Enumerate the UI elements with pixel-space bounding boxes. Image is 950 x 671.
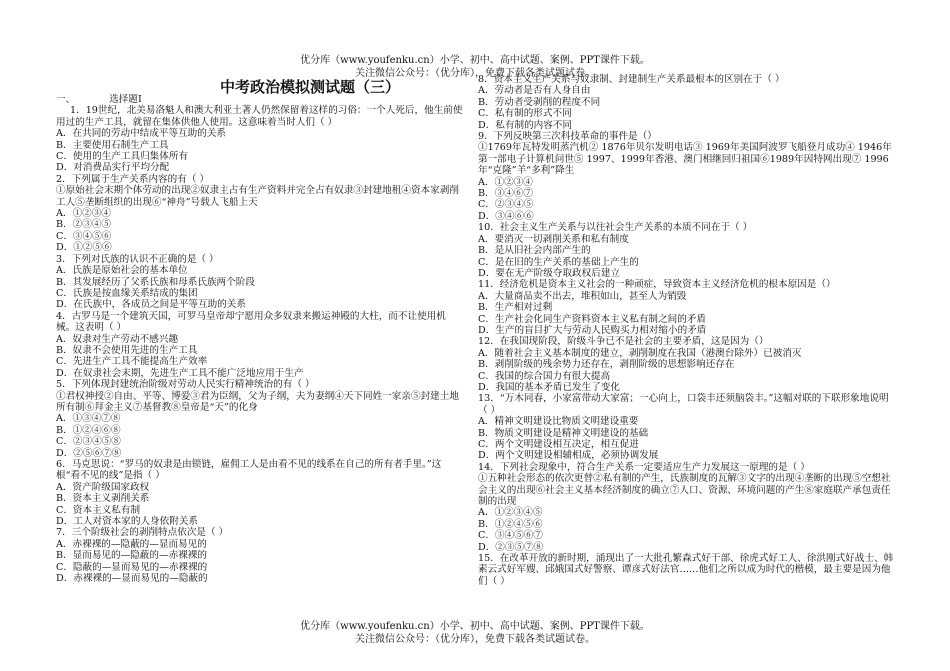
question-stem: 10．社会主义生产关系与以往社会生产关系的本质不同在于（ ） [478,222,753,234]
answer-option: D．工人对资本家的人身依附关系 [56,516,199,528]
answer-option: B．是从旧社会内部产生的 [478,245,591,257]
header-line-1: 优分库（www.youfenku.cn）小学、初中、高中试题、案例、PPT课件下载。 [300,55,650,66]
answer-option: D．赤裸裸的—显而易见的—隐蔽的 [56,573,208,585]
section-name: 选择题Ⅰ [109,94,142,105]
answer-option: B．②③④⑤ [56,219,112,231]
question-stem: 4．古罗马是一个建筑天国，可罗马皇帝却宁愿用众多奴隶来搬运神殿的大柱，而不让使用机械。这表明（ ） [56,310,446,334]
answer-option: A．精神文明建设比物质文明建设重要 [478,416,639,428]
answer-option: A．氏族是原始社会的基本单位 [56,265,188,277]
question-stem: 12．在我国现阶段，阶级斗争已不是社会的主要矛盾，这是因为（） [478,336,769,348]
answer-option: A．①③④⑦⑧ [56,413,121,425]
answer-option: A．在共同的劳动中结成平等互助的关系 [56,128,227,140]
answer-option: B．物质文明建设是精神文明建设的基础 [478,427,649,439]
right-column [478,74,898,587]
footer-line-1: 优分库（www.youfenku.cn）小学、初中、高中试题、案例、PPT课件下载。 [300,621,650,632]
answer-option: C．资本主义私有制 [56,504,141,516]
answer-option: A．资产阶级国家政权 [56,481,150,493]
answer-option: C．隐蔽的—显而易见的—赤裸裸的 [56,561,208,573]
answer-option: B．奴隶不会使用先进的生产工具 [56,344,198,356]
question-text: ①原始社会末期个体劳动的出现②奴隶主占有生产资料并完全占有奴隶③封建地租④资本家剥削工人⑤垄断组织的出现⑥“神舟”号载人飞船上天 [56,185,459,208]
answer-option: A．①②③④ [478,176,533,188]
answer-option: D．要在无产阶级夺取政权后建立 [478,267,621,279]
answer-option: D．私有制的内容不同 [478,119,573,131]
answer-option: C．②③④⑤⑧ [56,436,121,448]
question-text: ①1769年瓦特发明蒸汽机② 1876年贝尔发明电话③ 1969年美国阿波罗飞船登月成功④ 1946年第一部电子计算机问世⑤ 1997、1999年香港、澳门相继回归祖国⑥1989年因特网出现⑦ 1996年“克隆”羊“多利”降生 [478,142,892,177]
question-stem: 6．马克思说：“罗马的奴隶是由锁链，雇佣工人是由看不见的线系在自己的所有者手里。”这根“看不见的线”是指（ ） [56,459,442,482]
answer-option: B．③④⑥⑦ [478,188,534,200]
answer-option: D．两个文明建设相辅相成，必须协调发展 [478,450,659,462]
section-number: 一、 [56,94,76,105]
answer-option: D．我国的基本矛盾已发生了变化 [478,381,621,393]
answer-option: C．是在旧的生产关系的基础上产生的 [478,256,639,268]
answer-option: B．劳动者受剥削的程度不同 [478,96,601,108]
answer-option: C．③④⑤⑥ [56,230,112,242]
question-stem: 14．下列社会现象中，符合生产关系一定要适应生产力发展这一原理的是（ ） [478,461,810,473]
answer-option: B．生产相对过剩 [478,302,553,314]
question-stem: 3．下列对氏族的认识不正确的是（ ） [56,253,219,265]
answer-option: A．随着社会主义基本制度的建立，剥削制度在我国（港澳台除外）已被消灭 [478,347,802,359]
answer-option: D．在奴隶社会末期，先进生产工具不能广泛地应用于生产 [56,367,304,379]
answer-option: B．其发展经历了父系氏族和母系氏族两个阶段 [56,276,255,288]
answer-option: A．①②③④ [56,208,111,220]
answer-option: A．要消灭一切剥削关系和私有制度 [478,233,629,245]
header-line-2: 关注微信公众号：（优分库），免费下载各类试题试卷。 [355,68,595,79]
answer-option: C．②③④⑤ [478,199,534,211]
question-stem: 2．下列属于生产关系内容的有（ ） [56,173,210,185]
answer-option: B．主要使用石制生产工具 [56,139,169,151]
answer-option: C．生产社会化同生产资料资本主义私有制之间的矛盾 [478,313,706,325]
question-stem: 1．19世纪，北美易洛魁人和澳大利亚土著人仍然保留着这样的习俗：一个人死后，他生前使用过的生产工具，就留在集体供他人使用。这意味着当时人们（ ） [56,105,463,128]
answer-option: A．大量商品卖不出去，堆积如山，甚至人为销毁 [478,290,687,302]
answer-option: C．我国的综合国力有很大提高 [478,370,611,382]
answer-option: D．在氏族中，各成员之间是平等互助的关系 [56,299,246,311]
answer-option: A．赤裸裸的—隐蔽的—显而易见的 [56,538,207,550]
answer-option: B．剥削阶级的残余势力还存在，剥削阶级的思想影响还存在 [478,359,735,371]
answer-option: C．③④⑤⑥⑦ [478,530,543,542]
page-title: 中考政治模拟测试题（三） [219,78,400,96]
answer-option: C．私有制的形式不同 [478,108,572,120]
answer-option: D．①②⑤⑥ [56,242,112,254]
footer-line-2: 关注微信公众号：（优分库），免费下载各类试题试卷。 [355,634,595,645]
answer-option: D．②③⑤⑦⑧ [478,541,544,553]
question-stem: 8．资本主义生产关系与奴隶制、封建制生产关系最根本的区别在于（ ） [478,74,785,85]
left-column [56,80,464,584]
question-stem: 11．经济危机是资本主义社会的一种顽症，导致资本主义经济危机的根本原因是（） [478,279,836,291]
question-stem: 15．在改革开放的新时期，涌现出了一大批孔繁森式好干部、徐虎式好工人、徐洪刚式好战士、韩素云式好军嫂、邱娥国式好警察、谭彦式好法官……他们之所以成为时代的楷模，最主要是因为他们（ ） [478,553,894,587]
answer-option: B．资本主义剥削关系 [56,493,150,505]
answer-option: D．生产的盲目扩大与劳动人民购买力相对缩小的矛盾 [478,324,707,336]
question-stem: 7．三个阶级社会的剥削特点依次是（ ） [56,527,229,539]
answer-option: B．显而易见的—隐蔽的—赤裸裸的 [56,550,207,562]
section-heading [56,94,464,105]
answer-option: A．奴隶对生产劳动不感兴趣 [56,333,179,345]
answer-option: B．①②④⑤⑥ [478,518,543,530]
answer-option: C．氏族是按血缘关系结成的集团 [56,287,198,299]
answer-option: C．两个文明建设相互决定，相互促进 [478,439,639,450]
answer-option: C．先进生产工具不能提高生产效率 [56,356,208,368]
answer-option: B．①②④⑥⑧ [56,424,121,436]
answer-option: C．使用的生产工具归集体所有 [56,151,189,163]
question-stem: 5．下列体现封建统治阶级对劳动人民实行精神统治的有（ ） [56,379,315,391]
question-stem: 13．“万木同春，小家富带动大家富；一心向上，口袋丰还须脑袋丰。”这幅对联的下联形象地说明（ ） [478,393,889,416]
answer-option: D．②⑤⑥⑦⑧ [56,447,122,459]
question-text: ①君权神授②自由、平等、博爱③君为臣纲，父为子纲，夫为妻纲④天下同姓一家亲⑤封建土地所有制⑥拜金主义⑦基督教⑧皇帝是“天”的化身 [56,390,459,413]
answer-option: A．劳动者是否有人身自由 [478,85,591,97]
question-text: ①五种社会形态的依次更替②私有制的产生，氏族制度的瓦解③文字的出现④垄断的出现⑤空想社会主义的出现⑥社会主义基本经济制度的确立⑦人口、资源、环境问题的产生⑧家庭联产承包责任制的出现 [478,473,891,508]
answer-option: A．①②③④⑤ [478,507,543,519]
answer-option: D．③④⑥⑥ [478,210,534,222]
answer-option: D．对消费品实行平均分配 [56,162,170,174]
question-stem: 9．下列反映第三次科技革命的事件是（） [478,131,657,143]
